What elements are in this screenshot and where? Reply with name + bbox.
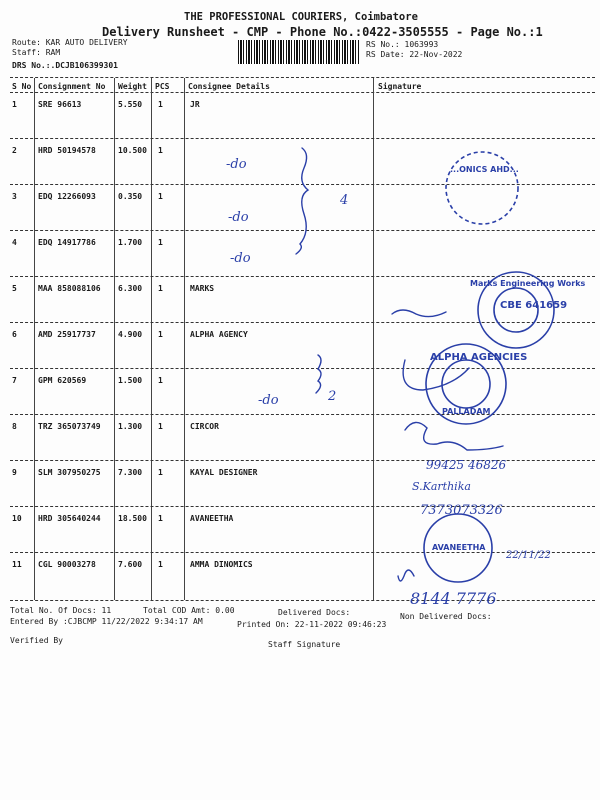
- drs-number: DRS No.:.DCJB106399301: [12, 61, 118, 70]
- staff-signature: Staff Signature: [268, 640, 341, 649]
- stamp-text: ...ONICS AHD...: [450, 165, 519, 174]
- stamp-text: AVANEETHA: [432, 543, 486, 552]
- entered-by: Entered By :CJBCMP 11/22/2022 9:34:17 AM: [10, 617, 203, 626]
- row-consignment: GPM 620569: [38, 376, 87, 385]
- row-consignment: HRD 305640244: [38, 514, 101, 523]
- staff-label: Staff: RAM: [12, 48, 61, 57]
- row-consignment: EDQ 12266093: [38, 192, 96, 201]
- ditto-mark: -do: [258, 393, 279, 408]
- handwritten-phone: 8144 7776: [410, 589, 497, 608]
- verified-by: Verified By: [10, 636, 63, 645]
- col-sno: S No: [12, 82, 32, 91]
- row-pcs: 1: [158, 422, 163, 431]
- total-cod: Total COD Amt: 0.00: [143, 606, 235, 615]
- row-consignment: CGL 90003278: [38, 560, 96, 569]
- row-pcs: 1: [158, 468, 163, 477]
- row-weight: 6.300: [118, 284, 143, 293]
- handwritten-phone: 99425 46826: [426, 458, 507, 472]
- row-consignment: SRE 96613: [38, 100, 82, 109]
- ditto-mark: -do: [230, 251, 251, 266]
- row-sno: 4: [12, 238, 17, 247]
- row-sno: 5: [12, 284, 17, 293]
- handwritten-date: 22/11/22: [506, 550, 551, 561]
- col-weight: Weight: [118, 82, 147, 91]
- row-weight: 10.500: [118, 146, 147, 155]
- row-weight: 18.500: [118, 514, 147, 523]
- count-mark: 2: [328, 389, 337, 404]
- rs-date: RS Date: 22-Nov-2022: [366, 50, 463, 59]
- brace-mark: [296, 148, 308, 254]
- row-pcs: 1: [158, 560, 163, 569]
- row-weight: 5.550: [118, 100, 143, 109]
- row-weight: 0.350: [118, 192, 143, 201]
- row-sno: 2: [12, 146, 17, 155]
- signature-alpha: [403, 360, 469, 390]
- row-consignee: CIRCOR: [190, 422, 219, 431]
- row-weight: 7.600: [118, 560, 143, 569]
- col-pcs: PCS: [155, 82, 170, 91]
- row-pcs: 1: [158, 514, 163, 523]
- row-pcs: 1: [158, 238, 163, 247]
- row-sno: 6: [12, 330, 17, 339]
- stamp-text: ALPHA AGENCIES: [430, 352, 528, 363]
- runsheet-title: Delivery Runsheet - CMP - Phone No.:0422-3505555 - Page No.:1: [102, 25, 543, 39]
- row-pcs: 1: [158, 146, 163, 155]
- stamp-text: CBE 641659: [500, 300, 568, 311]
- ditto-mark: -do: [228, 210, 249, 225]
- row-pcs: 1: [158, 376, 163, 385]
- row-consignment: EDQ 14917786: [38, 238, 96, 247]
- handwritten-phone: 7373073326: [420, 503, 503, 518]
- row-pcs: 1: [158, 330, 163, 339]
- row-weight: 1.500: [118, 376, 143, 385]
- signature-marks: [392, 310, 446, 317]
- row-pcs: 1: [158, 284, 163, 293]
- signature-amma: [398, 570, 414, 581]
- row-pcs: 1: [158, 192, 163, 201]
- col-consignee: Consignee Details: [188, 82, 270, 91]
- row-sno: 8: [12, 422, 17, 431]
- ditto-mark: -do: [226, 157, 247, 172]
- row-consignee: AVANEETHA: [190, 514, 234, 523]
- row-consignment: SLM 307950275: [38, 468, 101, 477]
- row-sno: 1: [12, 100, 17, 109]
- row-consignment: MAA 858088106: [38, 284, 101, 293]
- route-label: Route: KAR AUTO DELIVERY: [12, 38, 128, 47]
- non-delivered-docs: Non Delivered Docs:: [400, 612, 492, 621]
- stamp-text: PALLADAM: [442, 407, 491, 416]
- row-consignment: AMD 25917737: [38, 330, 96, 339]
- row-weight: 7.300: [118, 468, 143, 477]
- row-sno: 11: [12, 560, 22, 569]
- row-sno: 7: [12, 376, 17, 385]
- row-pcs: 1: [158, 100, 163, 109]
- row-consignee: MARKS: [190, 284, 215, 293]
- brace-mark: [316, 355, 321, 393]
- rs-number: RS No.: 1063993: [366, 40, 439, 49]
- printed-on: Printed On: 22-11-2022 09:46:23: [237, 620, 387, 629]
- row-weight: 4.900: [118, 330, 143, 339]
- stamp-text: Marks Engineering Works: [470, 279, 586, 288]
- row-consignment: TRZ 365073749: [38, 422, 101, 431]
- row-consignee: ALPHA AGENCY: [190, 330, 248, 339]
- handwritten-name: S.Karthika: [412, 480, 471, 493]
- delivered-docs: Delivered Docs:: [278, 608, 351, 617]
- total-docs: Total No. Of Docs: 11: [10, 606, 112, 615]
- row-consignment: HRD 50194578: [38, 146, 96, 155]
- row-consignee: KAYAL DESIGNER: [190, 468, 258, 477]
- row-weight: 1.700: [118, 238, 143, 247]
- row-consignee: JR: [190, 100, 200, 109]
- count-mark: 4: [340, 193, 349, 208]
- col-consignment: Consignment No: [38, 82, 106, 91]
- row-sno: 10: [12, 514, 22, 523]
- row-weight: 1.300: [118, 422, 143, 431]
- company-title: THE PROFESSIONAL COURIERS, Coimbatore: [184, 11, 418, 23]
- row-sno: 3: [12, 192, 17, 201]
- row-sno: 9: [12, 468, 17, 477]
- row-consignee: AMMA DINOMICS: [190, 560, 253, 569]
- signature-circor: [405, 422, 503, 450]
- col-signature: Signature: [378, 82, 422, 91]
